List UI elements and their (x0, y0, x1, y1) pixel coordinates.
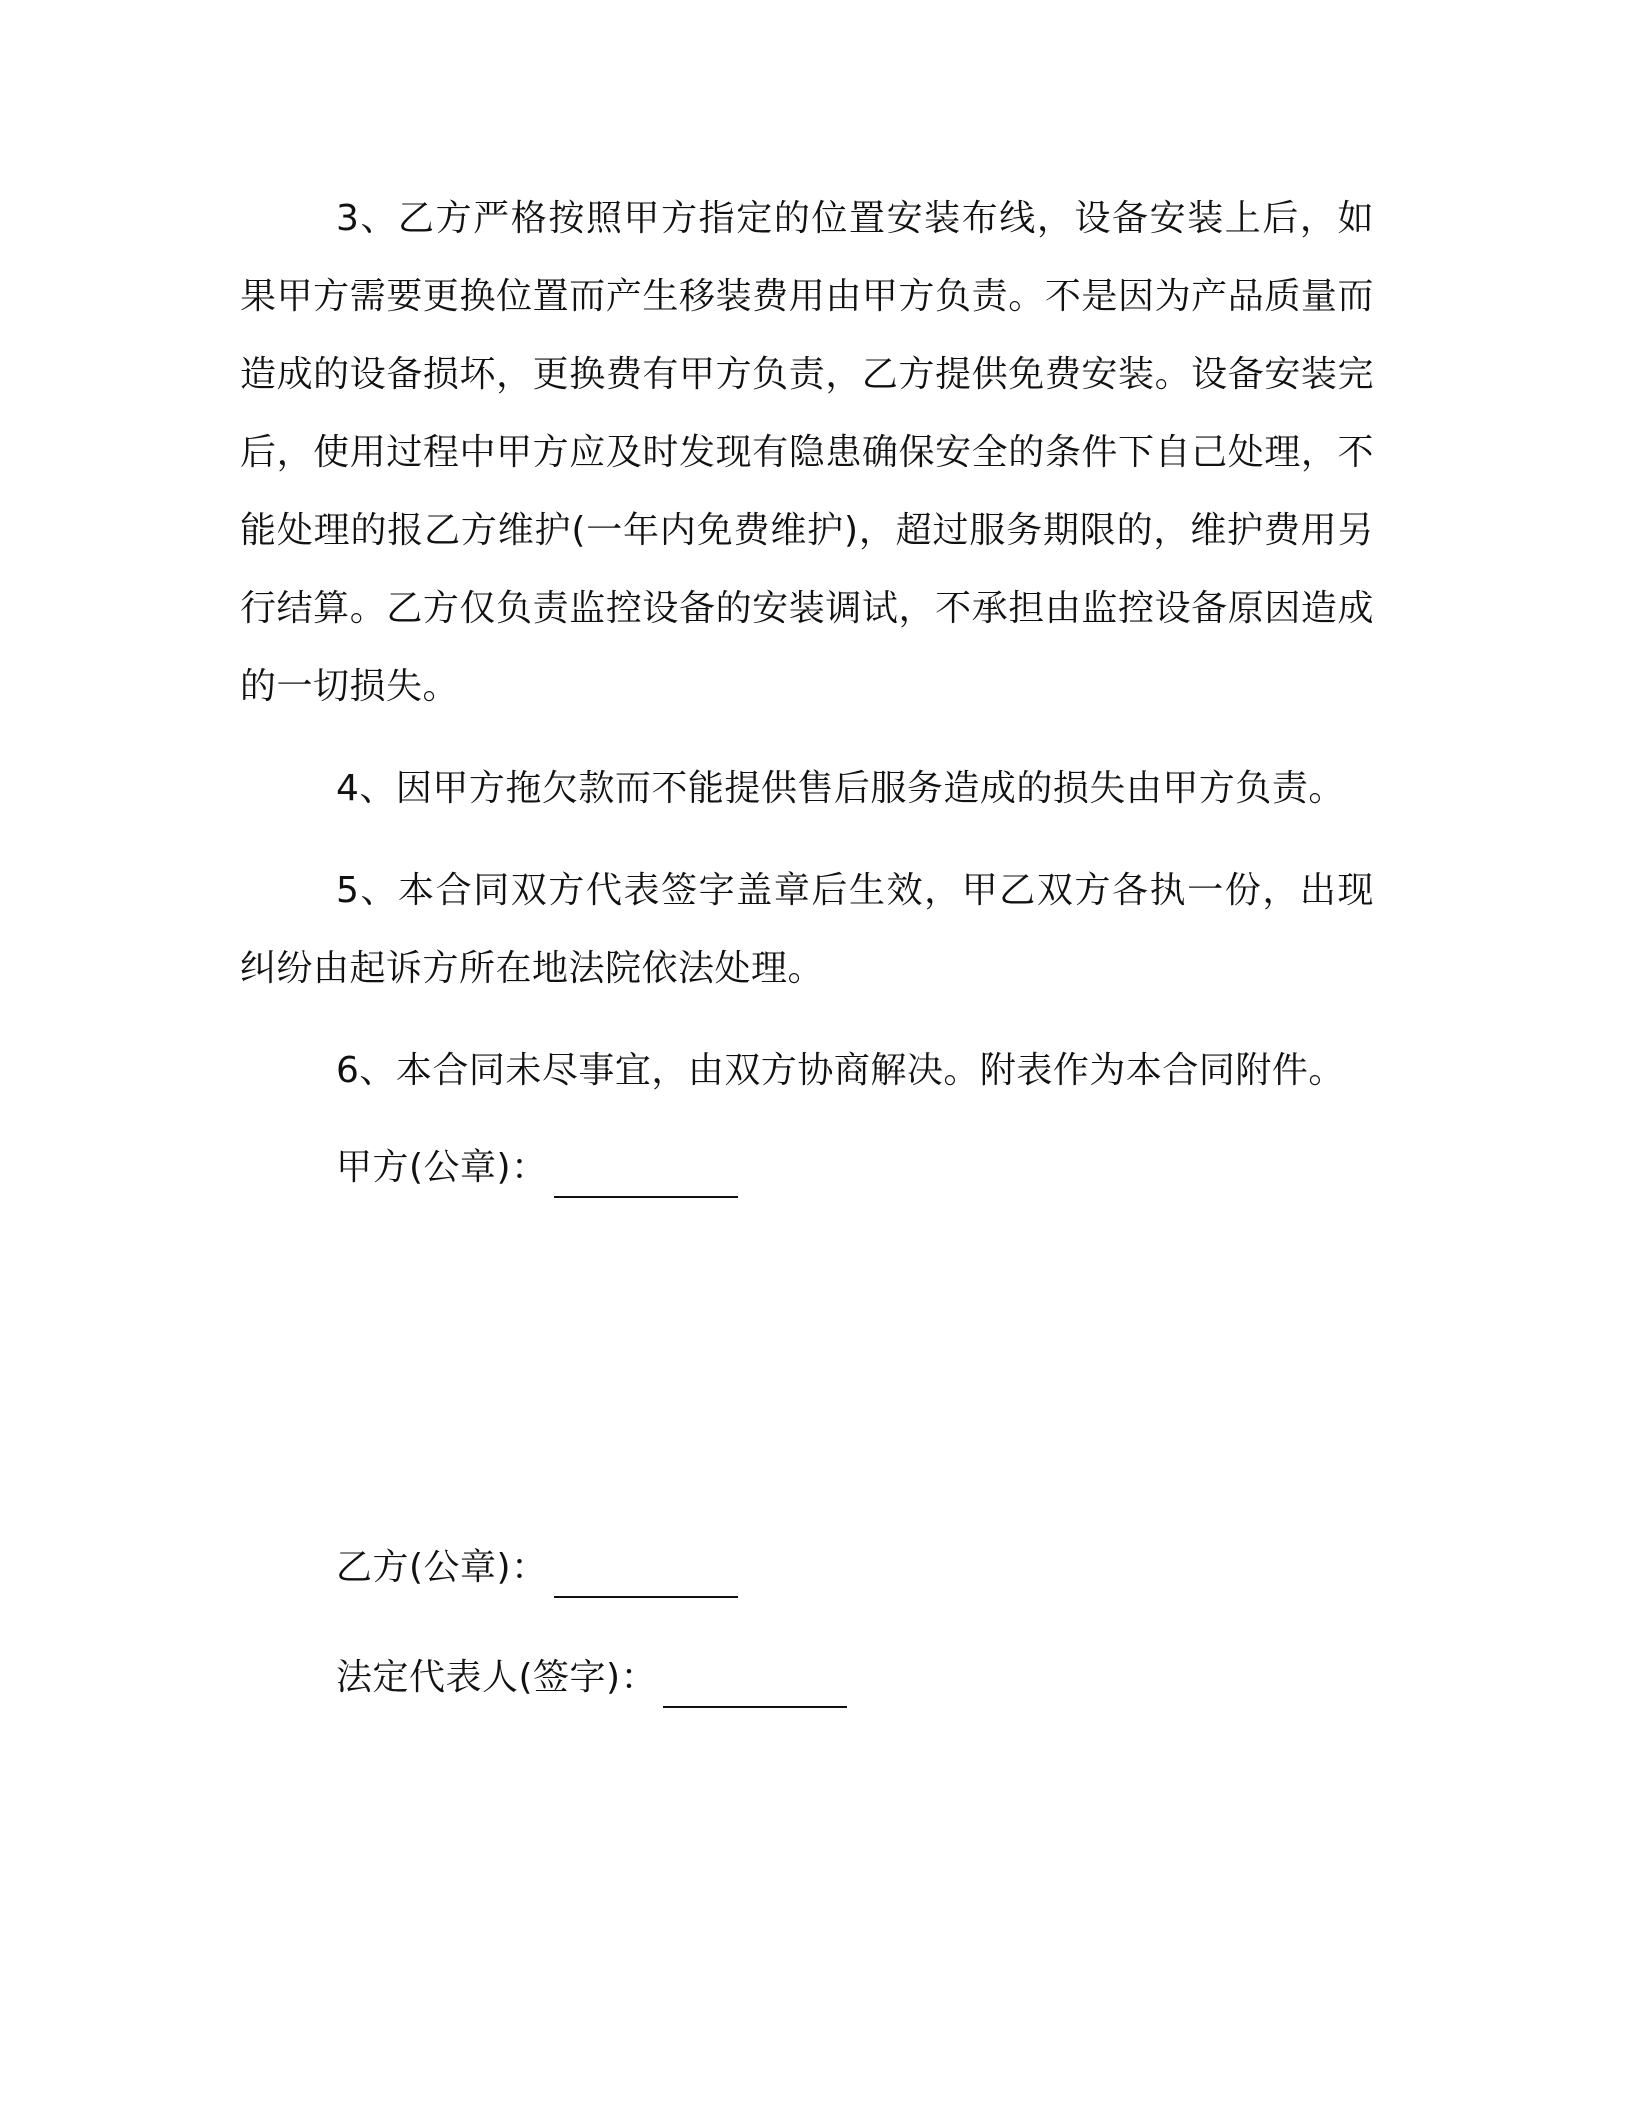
party-b-signature (336, 1538, 738, 1598)
party-b-label: 乙方(公章)： (336, 1547, 548, 1588)
clause-3: 3、乙方严格按照甲方指定的位置安装布线，设备安装上后，如果甲方需要更换位置而产生移装费用由甲方负责。不是因为产品质量而造成的设备损坏，更换费有甲方负责，乙方提供免费安装。设备安装完后，使用过程中甲方应及时发现有隐患确保安全的条件下自己处理，不能处理的报乙方维护(一年内免费维护)，超过服务期限的，维护费用另行结算。乙方仅负责监控设备的安装调试，不承担由监控设备原因造成的一切损失。 (240, 198, 1374, 707)
party-a-signature-blank[interactable] (554, 1152, 738, 1198)
party-b-signature-blank[interactable] (554, 1552, 738, 1598)
legal-rep-signature-blank[interactable] (663, 1662, 847, 1708)
legal-rep-label: 法定代表人(签字)： (336, 1657, 658, 1698)
contract-body (240, 180, 1374, 1134)
legal-rep-signature (336, 1648, 847, 1708)
party-a-label: 甲方(公章)： (336, 1147, 548, 1188)
clause-5: 5、本合同双方代表签字盖章后生效，甲乙双方各执一份，出现纠纷由起诉方所在地法院依法处理。 (240, 870, 1374, 989)
clause-6: 6、本合同未尽事宜，由双方协商解决。附表作为本合同附件。 (336, 1050, 1345, 1091)
clause-4: 4、因甲方拖欠款而不能提供售后服务造成的损失由甲方负责。 (336, 768, 1345, 809)
party-a-signature (336, 1138, 738, 1198)
